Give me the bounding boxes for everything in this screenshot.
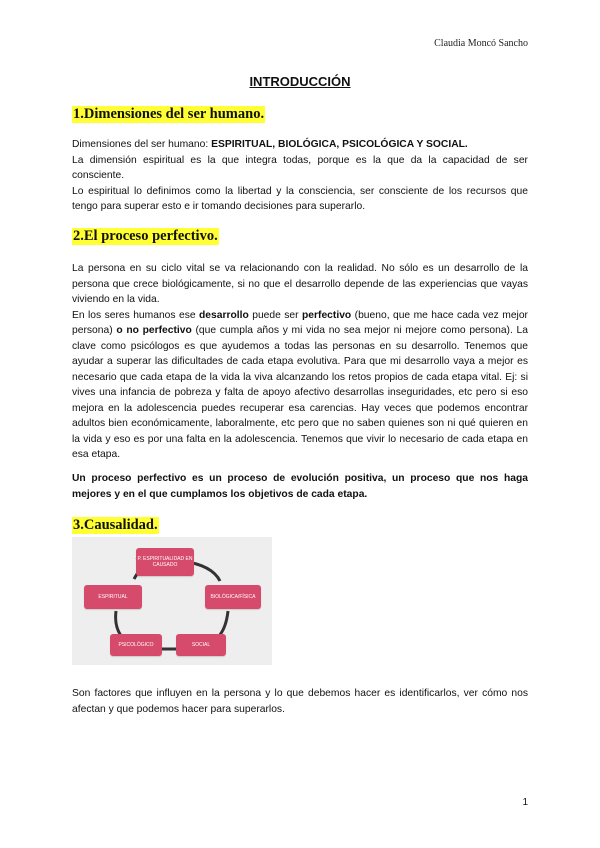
diagram-node-espiritual: ESPIRITUAL (84, 585, 142, 609)
diagram-node-social: SOCIAL (176, 634, 226, 656)
section-2-conclusion: Un proceso perfectivo es un proceso de evolución positiva, un proceso que nos haga mejores y en el que cumplamos los objetivos de cada etapa. (72, 473, 528, 500)
section-1-heading: 1.Dimensiones del ser humano. (73, 106, 265, 122)
header-author: Claudia Moncó Sancho (434, 38, 528, 49)
section-2-paragraph-1: La persona en su ciclo vital se va relacionando con la realidad. No sólo es un desarrollo de la persona que crece biológicamente, si no que el desarrollo depende de las experiencias que vayas viviendo en la vida. (72, 263, 528, 305)
section-2-body (72, 261, 528, 463)
section-1-paragraph-3: Lo espiritual lo definimos como la libertad y la consciencia, ser consciente de los recursos que tengo para superar esto e ir tomando decisiones para superarlo. (72, 185, 528, 212)
section-2-paragraph-2: En los seres humanos ese desarrollo puede ser perfectivo (bueno, que me hace cada vez mejor persona) o no perfectivo (que cumpla años y mi vida no sea mejor ni mejore como persona). La clave como psicólogos es que ayudemos a todas las personas en su desarrollo. Tenemos que ayudar a superar las dificultades de cada etapa evolutiva. Para que mi desarrollo vaya a mejor es necesario que cada etapa de la vida la viva alcanzando los retos propios de cada etapa vital. Ej: si vives una infancia de pobreza y falta de apoyo afectivo desarrollas inseguridades, etc pero si eso mejora en la adolescencia puedes recuperar esa carencias. Hay veces que podemos encontrar adultos bien económicamente, laboralmente, etc pero que no saben quienes son ni qué quieren en la vida y eso es por una falta en la adolescencia. Tenemos que vivir lo necesario de cada etapa en esa etapa. (72, 309, 528, 460)
document-title: INTRODUCCIÓN (249, 74, 351, 89)
page-number: 1 (522, 797, 528, 808)
diagram-node-psicologico: PSICOLÓGICO (110, 634, 162, 656)
section-1-body (72, 137, 528, 215)
section-1-paragraph-2: La dimensión espiritual es la que integra todas, porque es la que da la capacidad de ser consciente. (72, 154, 528, 181)
section-1-paragraph-1: Dimensiones del ser humano: ESPIRITUAL, BIOLÓGICA, PSICOLÓGICA Y SOCIAL. (72, 139, 468, 150)
section-3-heading: 3.Causalidad. (73, 517, 158, 533)
diagram-node-espiritualidad: P. ESPIRITUALIDAD EN CAUSADO (136, 548, 194, 576)
diagram-node-biologica: BIOLÓGICA/FÍSICA (205, 585, 261, 609)
section-2-heading: 2.El proceso perfectivo. (73, 228, 218, 244)
section-3-body: Son factores que influyen en la persona y lo que debemos hacer es identificarlos, ver cómo nos afectan y que podemos hacer para superarlos. (72, 688, 528, 715)
causality-cycle-diagram (72, 537, 272, 665)
